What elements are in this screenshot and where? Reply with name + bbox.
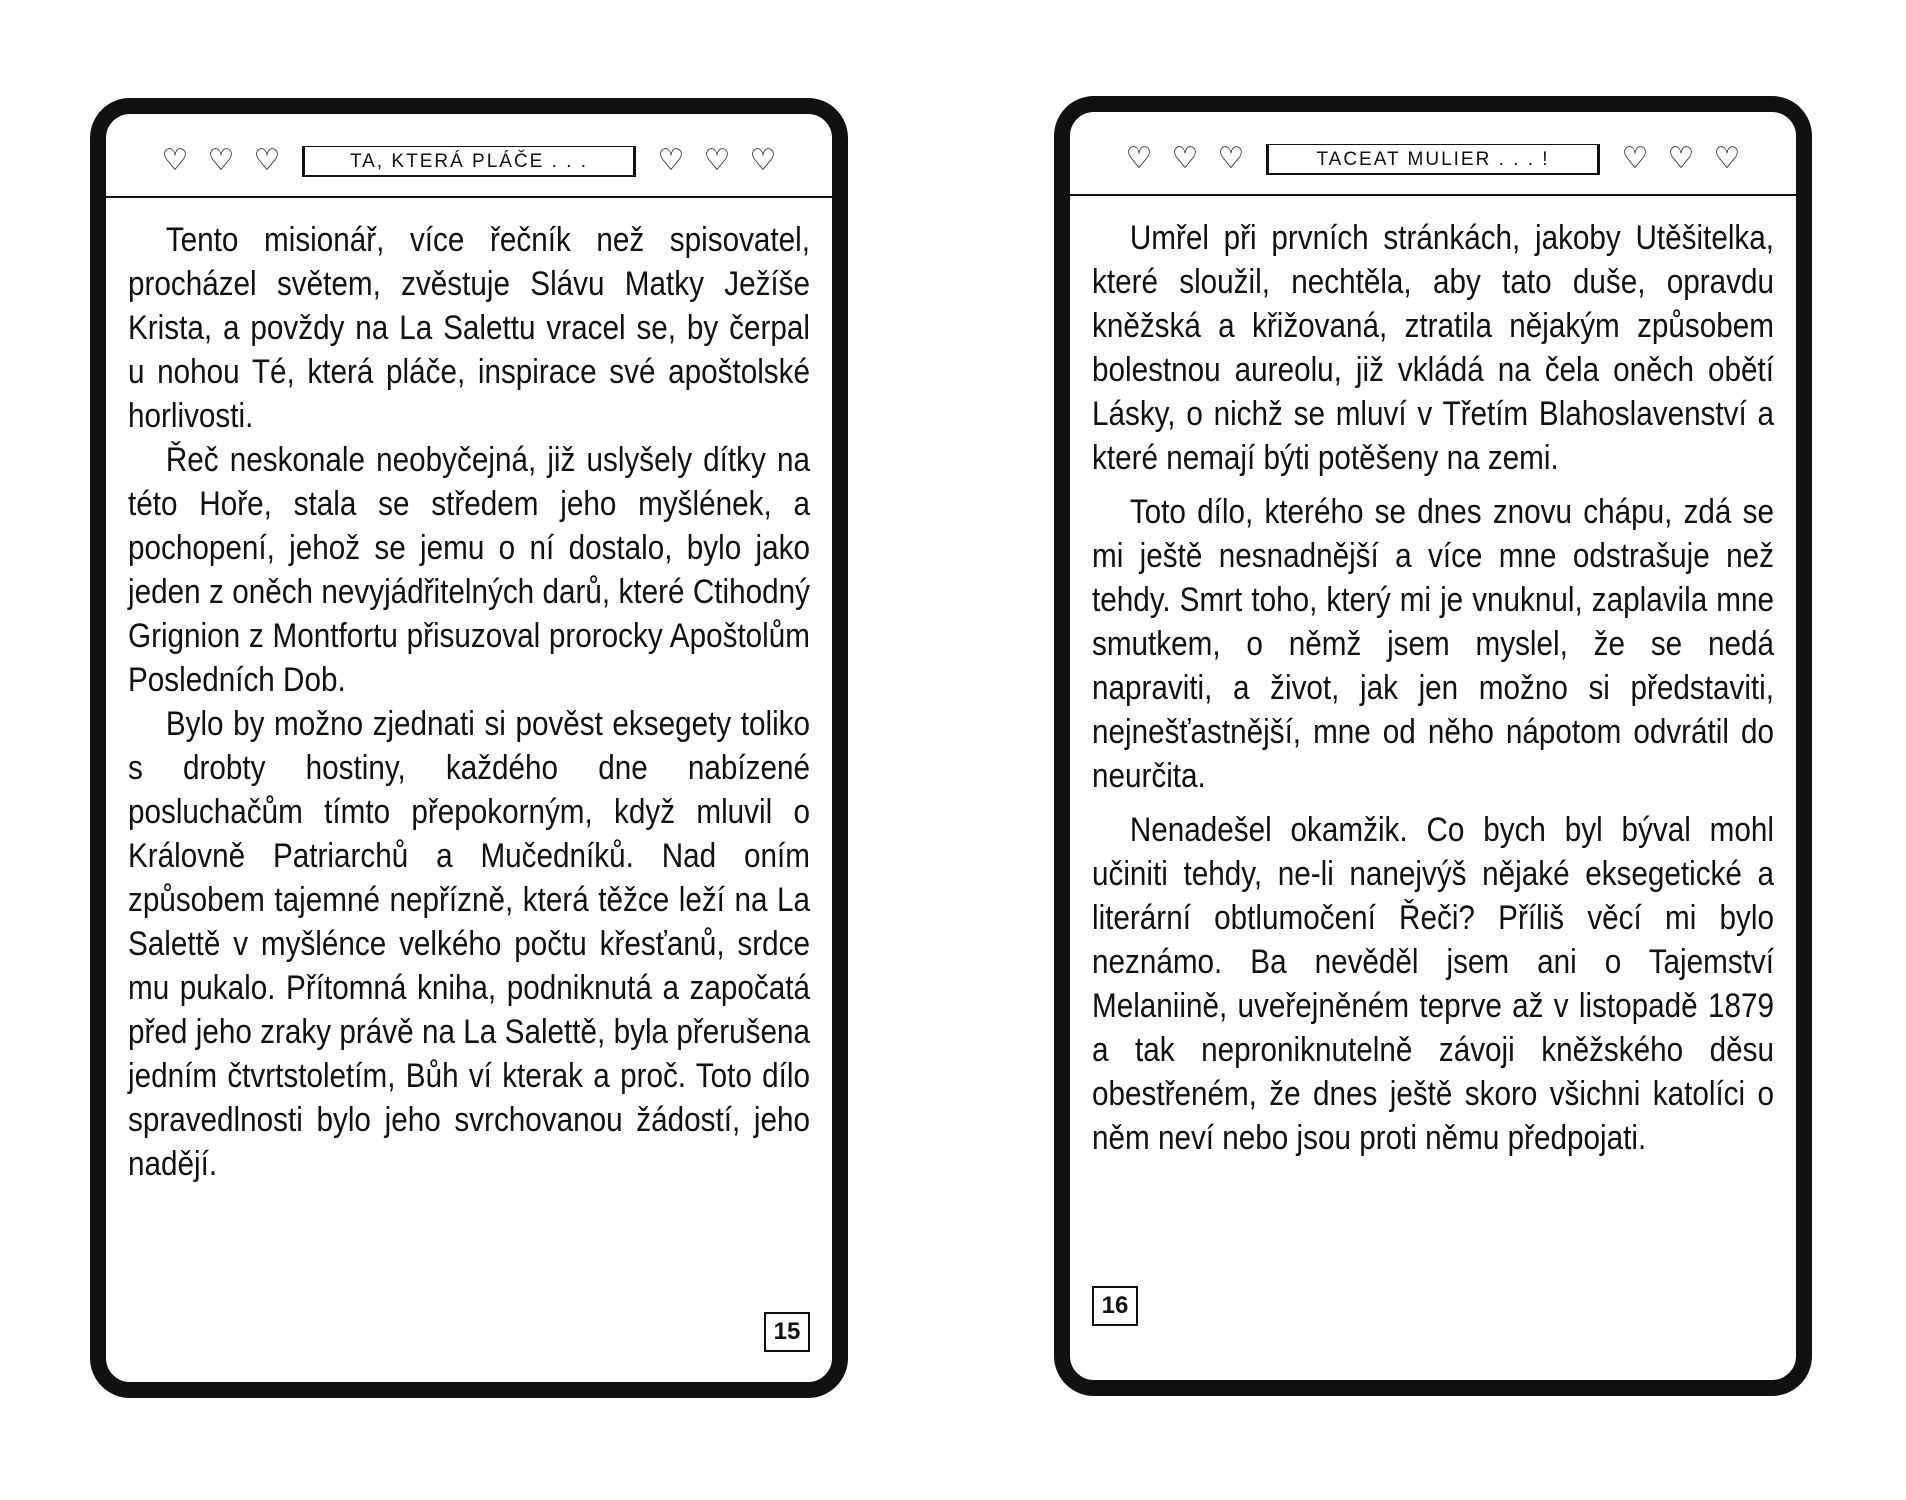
heart-icon: ♡ [1217,141,1245,176]
paragraph: Nenadešel okamžik. Co bych byl býval mohl učiniti tehdy, ne-li nanejvýš nějaké eksegetické a literární obtlumočení Řeči? Příliš věcí mi bylo neznámo. Ba nevěděl jsem ani o Tajemství Melaniině, uveřejněném teprve až v listopadě 1879 a tak neproniknutelně závoji kněžského děsu obestřeném, že dnes ještě skoro všichni katolíci o něm neví nebo jsou proti němu předpojati. [1092,811,1774,1157]
right-page [1054,96,1812,1396]
heart-icon: ♡ [253,143,281,178]
heart-icon: ♡ [207,143,235,178]
paragraph: Umřel při prvních stránkách, jakoby Utěšitelka, které sloužil, nechtěla, aby tato duše, opravdu kněžská a křižovaná, ztratila nějakým způsobem bolestnou aureolu, již vkládá na čela oněch obětí Lásky, o nichž se mluví v Třetím Blahoslavenství a které nemají býti potěšeny na zemi. [1092,219,1774,477]
page-body [1092,216,1774,1160]
running-title: TA, KTERÁ PLÁČE . . . [302,146,636,177]
paragraph: Bylo by možno zjednati si pověst eksegety toliko s drobty hostiny, každého dne nabízené posluchačům tímto přepokorným, když mluvil o Královně Patriarchů a Mučedníků. Nad oním způsobem tajemné nepřízně, která těžce leží na La Salettě v myšlénce velkého počtu křesťanů, srdce mu pukalo. Přítomná kniha, podniknutá a započatá před jeho zraky právě na La Salettě, byla přerušena jedním čtvrtstoletím, Bůh ví kterak a proč. Toto dílo spravedlnosti bylo jeho svrchovanou žádostí, jeho nadějí. [128,705,810,1183]
heart-ornaments-left [1122,141,1248,176]
heart-icon: ♡ [161,143,189,178]
heart-icon: ♡ [1125,141,1153,176]
heart-icon: ♡ [1171,141,1199,176]
paragraph: Tento misionář, více řečník než spisovatel, procházel světem, zvěstuje Slávu Matky Ježíše Krista, a povždy na La Salettu vracel se, by čerpal u nohou Té, která pláče, inspirace své apoštolské horlivosti. [128,221,810,435]
running-title: TACEAT MULIER . . . ! [1266,144,1600,175]
heart-icon: ♡ [703,143,731,178]
heart-ornaments-right [654,143,780,178]
heart-icon: ♡ [1713,141,1741,176]
heart-ornaments-right [1618,141,1744,176]
heart-icon: ♡ [1621,141,1649,176]
left-page [90,98,848,1398]
paragraph: Řeč neskonale neobyčejná, již uslyšely dítky na této Hoře, stala se středem jeho myšlének, a pochopení, jehož se jemu o ní dostalo, bylo jako jeden z oněch nevyjádřitelných darů, které Ctihodný Grignion z Montfortu přisuzoval prorocky Apoštolům Posledních Dob. [128,441,810,699]
page-header [1070,124,1796,196]
page-header [106,126,832,198]
heart-icon: ♡ [657,143,685,178]
page-number: 16 [1092,1286,1138,1326]
heart-icon: ♡ [1667,141,1695,176]
heart-ornaments-left [158,143,284,178]
page-number: 15 [764,1312,810,1352]
paragraph: Toto dílo, kterého se dnes znovu chápu, zdá se mi ještě nesnadnější a více mne odstrašuje než tehdy. Smrt toho, který mi je vnuknul, zaplavila mne smutkem, o němž jsem myslel, že se nedá napraviti, a život, jak jen možno si představiti, nejnešťastnější, mne od něho nápotom odvrátil do neurčita. [1092,493,1774,795]
heart-icon: ♡ [749,143,777,178]
page-body [128,218,810,1186]
